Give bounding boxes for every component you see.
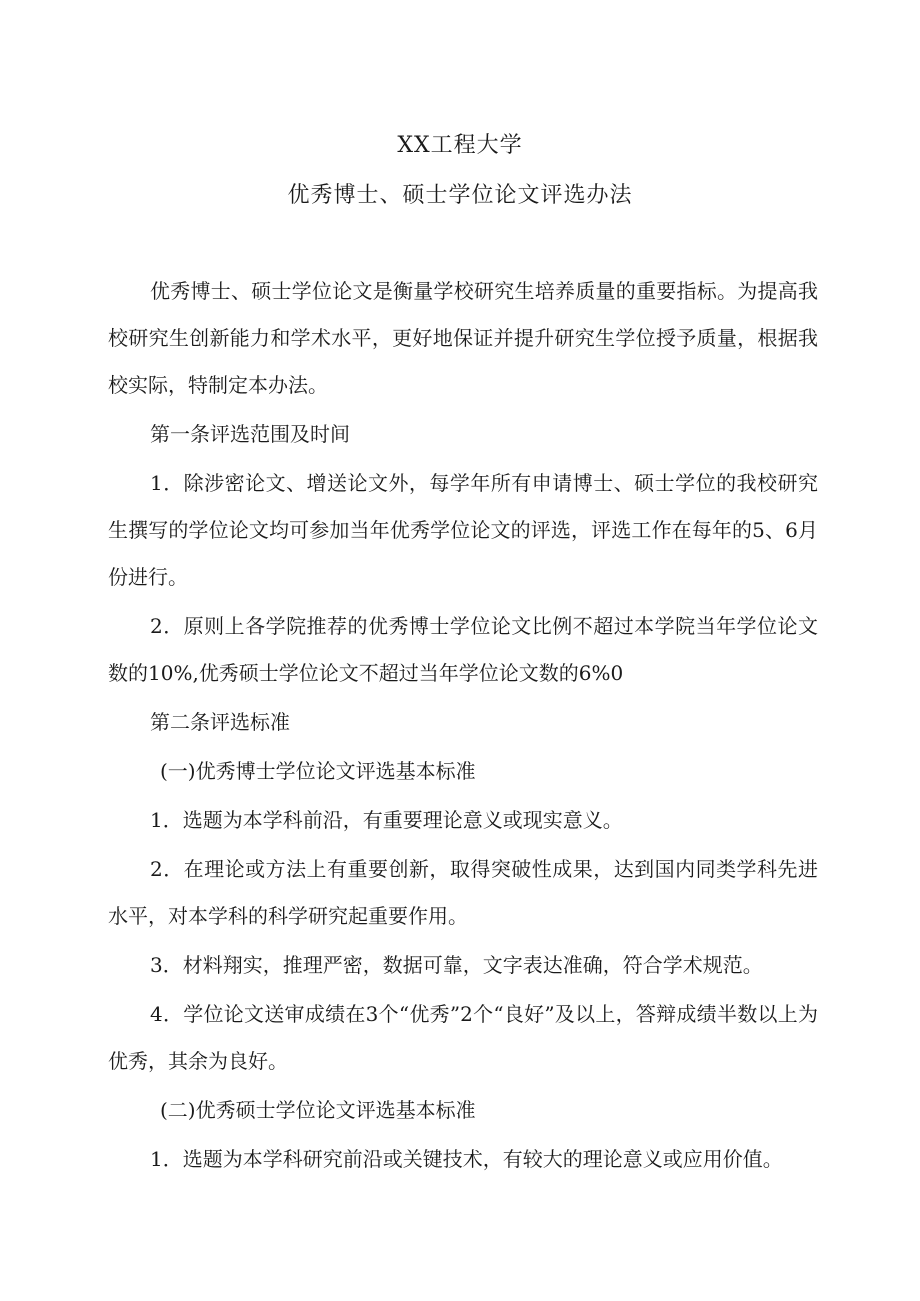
document-body [108,268,818,1183]
master-standards-heading: (二)优秀硕士学位论文评选基本标准 [160,1098,476,1122]
article-1-heading: 第一条评选范围及时间 [150,422,350,446]
doctoral-standard-2: 2．在理论或方法上有重要创新，取得突破性成果，达到国内同类学科先进水平，对本学科的科学研究起重要作用。 [108,857,818,928]
document-title: XX工程大学 [397,133,523,158]
master-standard-1: 1．选题为本学科研究前沿或关键技术，有较大的理论意义或应用价值。 [150,1147,783,1171]
article-1-item-2: 2．原则上各学院推荐的优秀博士学位论文比例不超过本学院当年学位论文数的10%,优秀硕士学位论文不超过当年学位论文数的6%0 [108,614,818,685]
doctoral-standards-heading: (一)优秀博士学位论文评选基本标准 [160,759,476,783]
document-subtitle: 优秀博士、硕士学位论文评选办法 [287,183,633,208]
doctoral-standard-3: 3．材料翔实，推理严密，数据可靠，文字表达准确，符合学术规范。 [150,953,763,977]
intro-paragraph: 优秀博士、硕士学位论文是衡量学校研究生培养质量的重要指标。为提高我校研究生创新能力和学术水平，更好地保证并提升研究生学位授予质量，根据我校实际，特制定本办法。 [108,279,818,397]
article-1-item-1: 1．除涉密论文、增送论文外，每学年所有申请博士、硕士学位的我校研究生撰写的学位论文均可参加当年优秀学位论文的评选，评选工作在每年的5、6月份进行。 [108,471,818,589]
doctoral-standard-1: 1．选题为本学科前沿，有重要理论意义或现实意义。 [150,808,623,832]
article-2-heading: 第二条评选标准 [150,710,290,734]
doctoral-standard-4: 4．学位论文送审成绩在3个“优秀”2个“良好”及以上，答辩成绩半数以上为优秀，其余为良好。 [108,1002,818,1073]
